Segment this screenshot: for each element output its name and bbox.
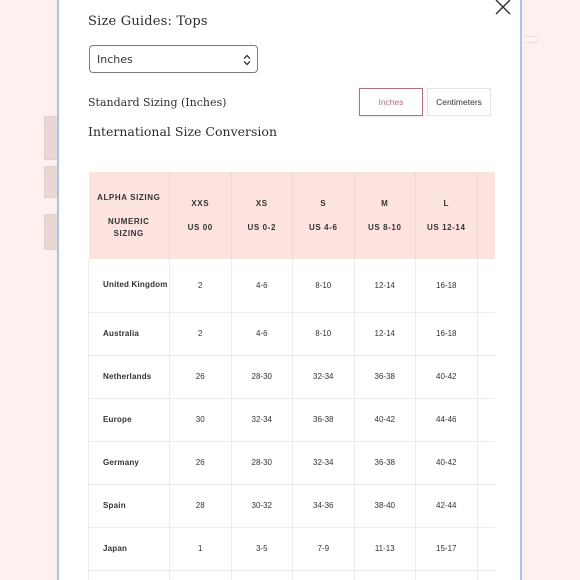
- alpha-size: S: [320, 198, 327, 208]
- header-size-xs: [231, 172, 293, 259]
- row-country: [89, 570, 170, 580]
- modal-title: Size Guides: Tops: [88, 14, 208, 29]
- standard-sizing-label: Standard Sizing (Inches): [88, 96, 227, 109]
- table-row: [89, 441, 496, 484]
- background-thumbnail: [44, 214, 58, 250]
- table-cell: 7-9: [293, 527, 355, 570]
- table-cell: [477, 398, 495, 441]
- table-cell: [477, 355, 495, 398]
- table-row: [89, 355, 496, 398]
- row-country: Europe: [89, 398, 170, 441]
- table-cell: [170, 570, 232, 580]
- table-cell: 2: [170, 312, 232, 355]
- table-cell: 32-34: [293, 441, 355, 484]
- row-country: Australia: [89, 312, 170, 355]
- table-cell: 36-38: [354, 441, 416, 484]
- header-size-l: [416, 172, 478, 259]
- table-cell: 40-42: [416, 355, 478, 398]
- table-cell: [231, 570, 293, 580]
- header-size-xxs: [170, 172, 232, 259]
- table-row: [89, 398, 496, 441]
- table-cell: 34-36: [293, 484, 355, 527]
- table-cell: 4-6: [231, 259, 293, 312]
- alpha-sizing-label: ALPHA SIZING: [97, 192, 161, 202]
- table-cell: 28-30: [231, 355, 293, 398]
- header-size-next: [477, 172, 495, 259]
- table-cell: 26: [170, 441, 232, 484]
- table-cell: [354, 570, 416, 580]
- background-divider: [524, 42, 538, 43]
- table-cell: 40-42: [416, 441, 478, 484]
- table-cell: 30: [170, 398, 232, 441]
- table-cell: [477, 484, 495, 527]
- chevron-up-down-icon: [243, 54, 251, 66]
- inches-toggle-button[interactable]: Inches: [359, 88, 423, 116]
- table-cell: [416, 570, 478, 580]
- table-cell: 11-13: [354, 527, 416, 570]
- centimeters-toggle-button[interactable]: Centimeters: [427, 88, 491, 116]
- table-cell: 28-30: [231, 441, 293, 484]
- numeric-size: US 12-14: [426, 222, 466, 232]
- table-cell: 16-18: [416, 312, 478, 355]
- background-thumbnail: [44, 166, 58, 198]
- table-cell: 26: [170, 355, 232, 398]
- numeric-sizing-label: NUMERIC SIZING: [107, 216, 150, 238]
- alpha-size: XXS: [191, 198, 210, 208]
- background-divider: [524, 36, 538, 37]
- row-country: Netherlands: [89, 355, 170, 398]
- table-cell: 16-18: [416, 259, 478, 312]
- row-country: Japan: [89, 527, 170, 570]
- size-conversion-table: [88, 172, 495, 580]
- numeric-size: US 00: [187, 222, 213, 232]
- unit-select-value: Inches: [97, 52, 133, 66]
- header-size-m: [354, 172, 416, 259]
- table-cell: 2: [170, 259, 232, 312]
- table-cell: 36-38: [354, 355, 416, 398]
- table-cell: 36-38: [293, 398, 355, 441]
- table-cell: 12-14: [354, 312, 416, 355]
- alpha-size: XS: [255, 198, 268, 208]
- table-row: [89, 312, 496, 355]
- numeric-size: US 0-2: [247, 222, 276, 232]
- row-country: Germany: [89, 441, 170, 484]
- close-icon[interactable]: [492, 0, 514, 18]
- unit-select[interactable]: [89, 45, 258, 73]
- background-thumbnail: [44, 116, 58, 160]
- size-conversion-table-scroll[interactable]: [88, 172, 495, 580]
- table-row: [89, 259, 496, 312]
- table-cell: [477, 527, 495, 570]
- table-cell: 3-5: [231, 527, 293, 570]
- table-cell: 12-14: [354, 259, 416, 312]
- table-cell: [477, 441, 495, 484]
- table-cell: [477, 570, 495, 580]
- numeric-size: US 4-6: [309, 222, 338, 232]
- table-cell: [293, 570, 355, 580]
- table-header-row: [89, 172, 496, 259]
- table-cell: 4-6: [231, 312, 293, 355]
- table-cell: 32-34: [231, 398, 293, 441]
- table-cell: 28: [170, 484, 232, 527]
- numeric-size: US 8-10: [367, 222, 402, 232]
- size-guide-modal: [57, 0, 522, 580]
- table-cell: [477, 312, 495, 355]
- table-cell: 42-44: [416, 484, 478, 527]
- table-cell: 1: [170, 527, 232, 570]
- table-cell: 40-42: [354, 398, 416, 441]
- header-size-s: [293, 172, 355, 259]
- table-cell: 32-34: [293, 355, 355, 398]
- table-cell: 8-10: [293, 312, 355, 355]
- table-cell: 30-32: [231, 484, 293, 527]
- table-cell: [477, 259, 495, 312]
- table-row: [89, 527, 496, 570]
- table-cell: 8-10: [293, 259, 355, 312]
- table-cell: 38-40: [354, 484, 416, 527]
- table-cell: 15-17: [416, 527, 478, 570]
- alpha-size: M: [381, 198, 389, 208]
- header-sizing-labels: [89, 172, 170, 259]
- table-cell: 44-46: [416, 398, 478, 441]
- row-country: United Kingdom: [89, 259, 170, 312]
- alpha-size: L: [443, 198, 449, 208]
- table-row: [89, 484, 496, 527]
- international-conversion-heading: International Size Conversion: [88, 124, 277, 139]
- row-country: Spain: [89, 484, 170, 527]
- table-row: [89, 570, 496, 580]
